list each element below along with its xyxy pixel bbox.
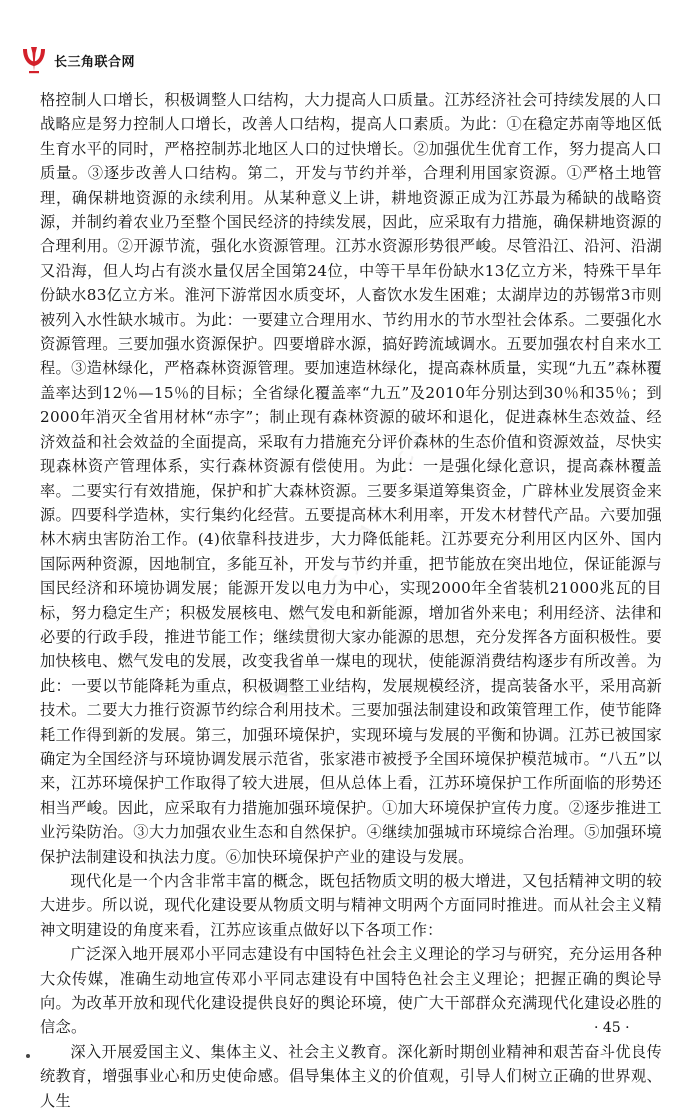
paragraph-4: 深入开展爱国主义、集体主义、社会主义教育。深化新时期创业精神和艰苦奋斗优良传统教育，增强事业心和历史使命感。倡导集体主义的价值观，引导人们树立正确的世界观、人生 (40, 1042, 662, 1110)
page-header (20, 42, 135, 78)
paragraph-3: 广泛深入地开展邓小平同志建设有中国特色社会主义理论的学习与研究，充分运用各种大众传媒，准确生动地宣传邓小平同志建设有中国特色社会主义理论；把握正确的舆论导向。为改革开放和现代化建设提供良好的舆论环境，使广大干部群众充满现代化建设必胜的信念。 (40, 945, 662, 1037)
corner-mark (26, 1054, 30, 1058)
article-body (40, 88, 662, 1113)
paragraph-1: 格控制人口增长，积极调整人口结构，大力提高人口质量。江苏经济社会可持续发展的人口战略应是努力控制人口增长，改善人口结构，提高人口素质。为此：①在稳定苏南等地区低生育水平的同时，严格控制苏北地区人口的过快增长。②加强优生优育工作，努力提高人口质量。③逐步改善人口结构。第二，开发与节约并举，合理利用国家资源。①严格土地管理，确保耕地资源的永续利用。从某种意义上讲，耕地资源正成为江苏最为稀缺的战略资源，并制约着农业乃至整个国民经济的持续发展，因此，应采取有力措施，确保耕地资源的合理利用。②开源节流，强化水资源管理。江苏水资源形势很严峻。尽管沿江、沿河、沿湖又沿海，但人均占有淡水量仅居全国第24位，中等干旱年份缺水13亿立方米，特殊干旱年份缺水83亿立方米。淮河下游常因水质变坏，人畜饮水发生困难；太湖岸边的苏锡常3市则被列入水性缺水城市。为此：一要建立合理用水、节约用水的节水型社会体系。二要强化水资源管理。三要加强水资源保护。四要增辟水源，搞好跨流域调水。五要加强农村自来水工程。③造林绿化，严格森林资源管理。要加速造林绿化，提高森林质量，实现“九五”森林覆盖率达到12％—15％的目标；全省绿化覆盖率“九五”及2010年分别达到30％和35％；到2000年消灭全省用材林“赤字”；制止现有森林资源的破坏和退化，促进森林生态效益、经济效益和社会效益的全面提高，采取有力措施充分评价森林的生态价值和资源效益，尽快实现森林资产管理体系，实行森林资源有偿使用。为此：一是强化绿化意识，提高森林覆盖率。二要实行有效措施，保护和扩大森林资源。三要多渠道筹集资金，广辟林业发展资金来源。四要科学造林，实行集约化经营。五要提高林木利用率，开发木材替代产品。六要加强林木病虫害防治工作。(4)依靠科技进步，大力降低能耗。江苏要充分利用区内区外、国内国际两种资源，因地制宜，多能互补，开发与节约并重，把节能放在突出地位，保证能源与国民经济和环境协调发展；能源开发以电力为中心，实现2000年全省装机21000兆瓦的目标，努力稳定生产；积极发展核电、燃气发电和新能源，增加省外来电；利用经济、法律和必要的行政手段，推进节能工作；继续贯彻大家办能源的思想，充分发挥各方面积极性。要加快核电、燃气发电的发展，改变我省单一煤电的现状，使能源消费结构逐步有所改善。为此：一要以节能降耗为重点，积极调整工业结构，发展规模经济，提高装备水平，采用高新技术。二要大力推行资源节约综合利用技术。三要加强法制建设和政策管理工作，使节能降耗工作得到新的发展。第三，加强环境保护，实现环境与发展的平衡和协调。江苏已被国家确定为全国经济与环境协调发展示范省，张家港市被授予全国环境保护模范城市。“八五”以来，江苏环境保护工作取得了较大进展，但从总体上看，江苏环境保护工作所面临的形势还相当严峻。因此，应采取有力措施加强环境保护。①加大环境保护宣传力度。②逐步推进工业污染防治。③大力加强农业生态和自然保护。④继续加强城市环境综合治理。⑤加强环境保护法制建设和执法力度。⑥加快环境保护产业的建设与发展。 (40, 91, 662, 866)
paragraph-2: 现代化是一个内含非常丰富的概念，既包括物质文明的极大增进，又包括精神文明的较大进步。所以说，现代化建设要从物质文明与精神文明两个方面同时推进。而从社会主义精神文明建设的角度来看，江苏应该重点做好以下各项工作： (40, 872, 662, 939)
watermark: www.csj.gov.cn (264, 416, 436, 704)
ycsj-logo-icon (20, 45, 48, 75)
page-number: · 45 · (594, 1020, 630, 1036)
site-name[interactable]: 长三角联合网 (54, 54, 136, 70)
